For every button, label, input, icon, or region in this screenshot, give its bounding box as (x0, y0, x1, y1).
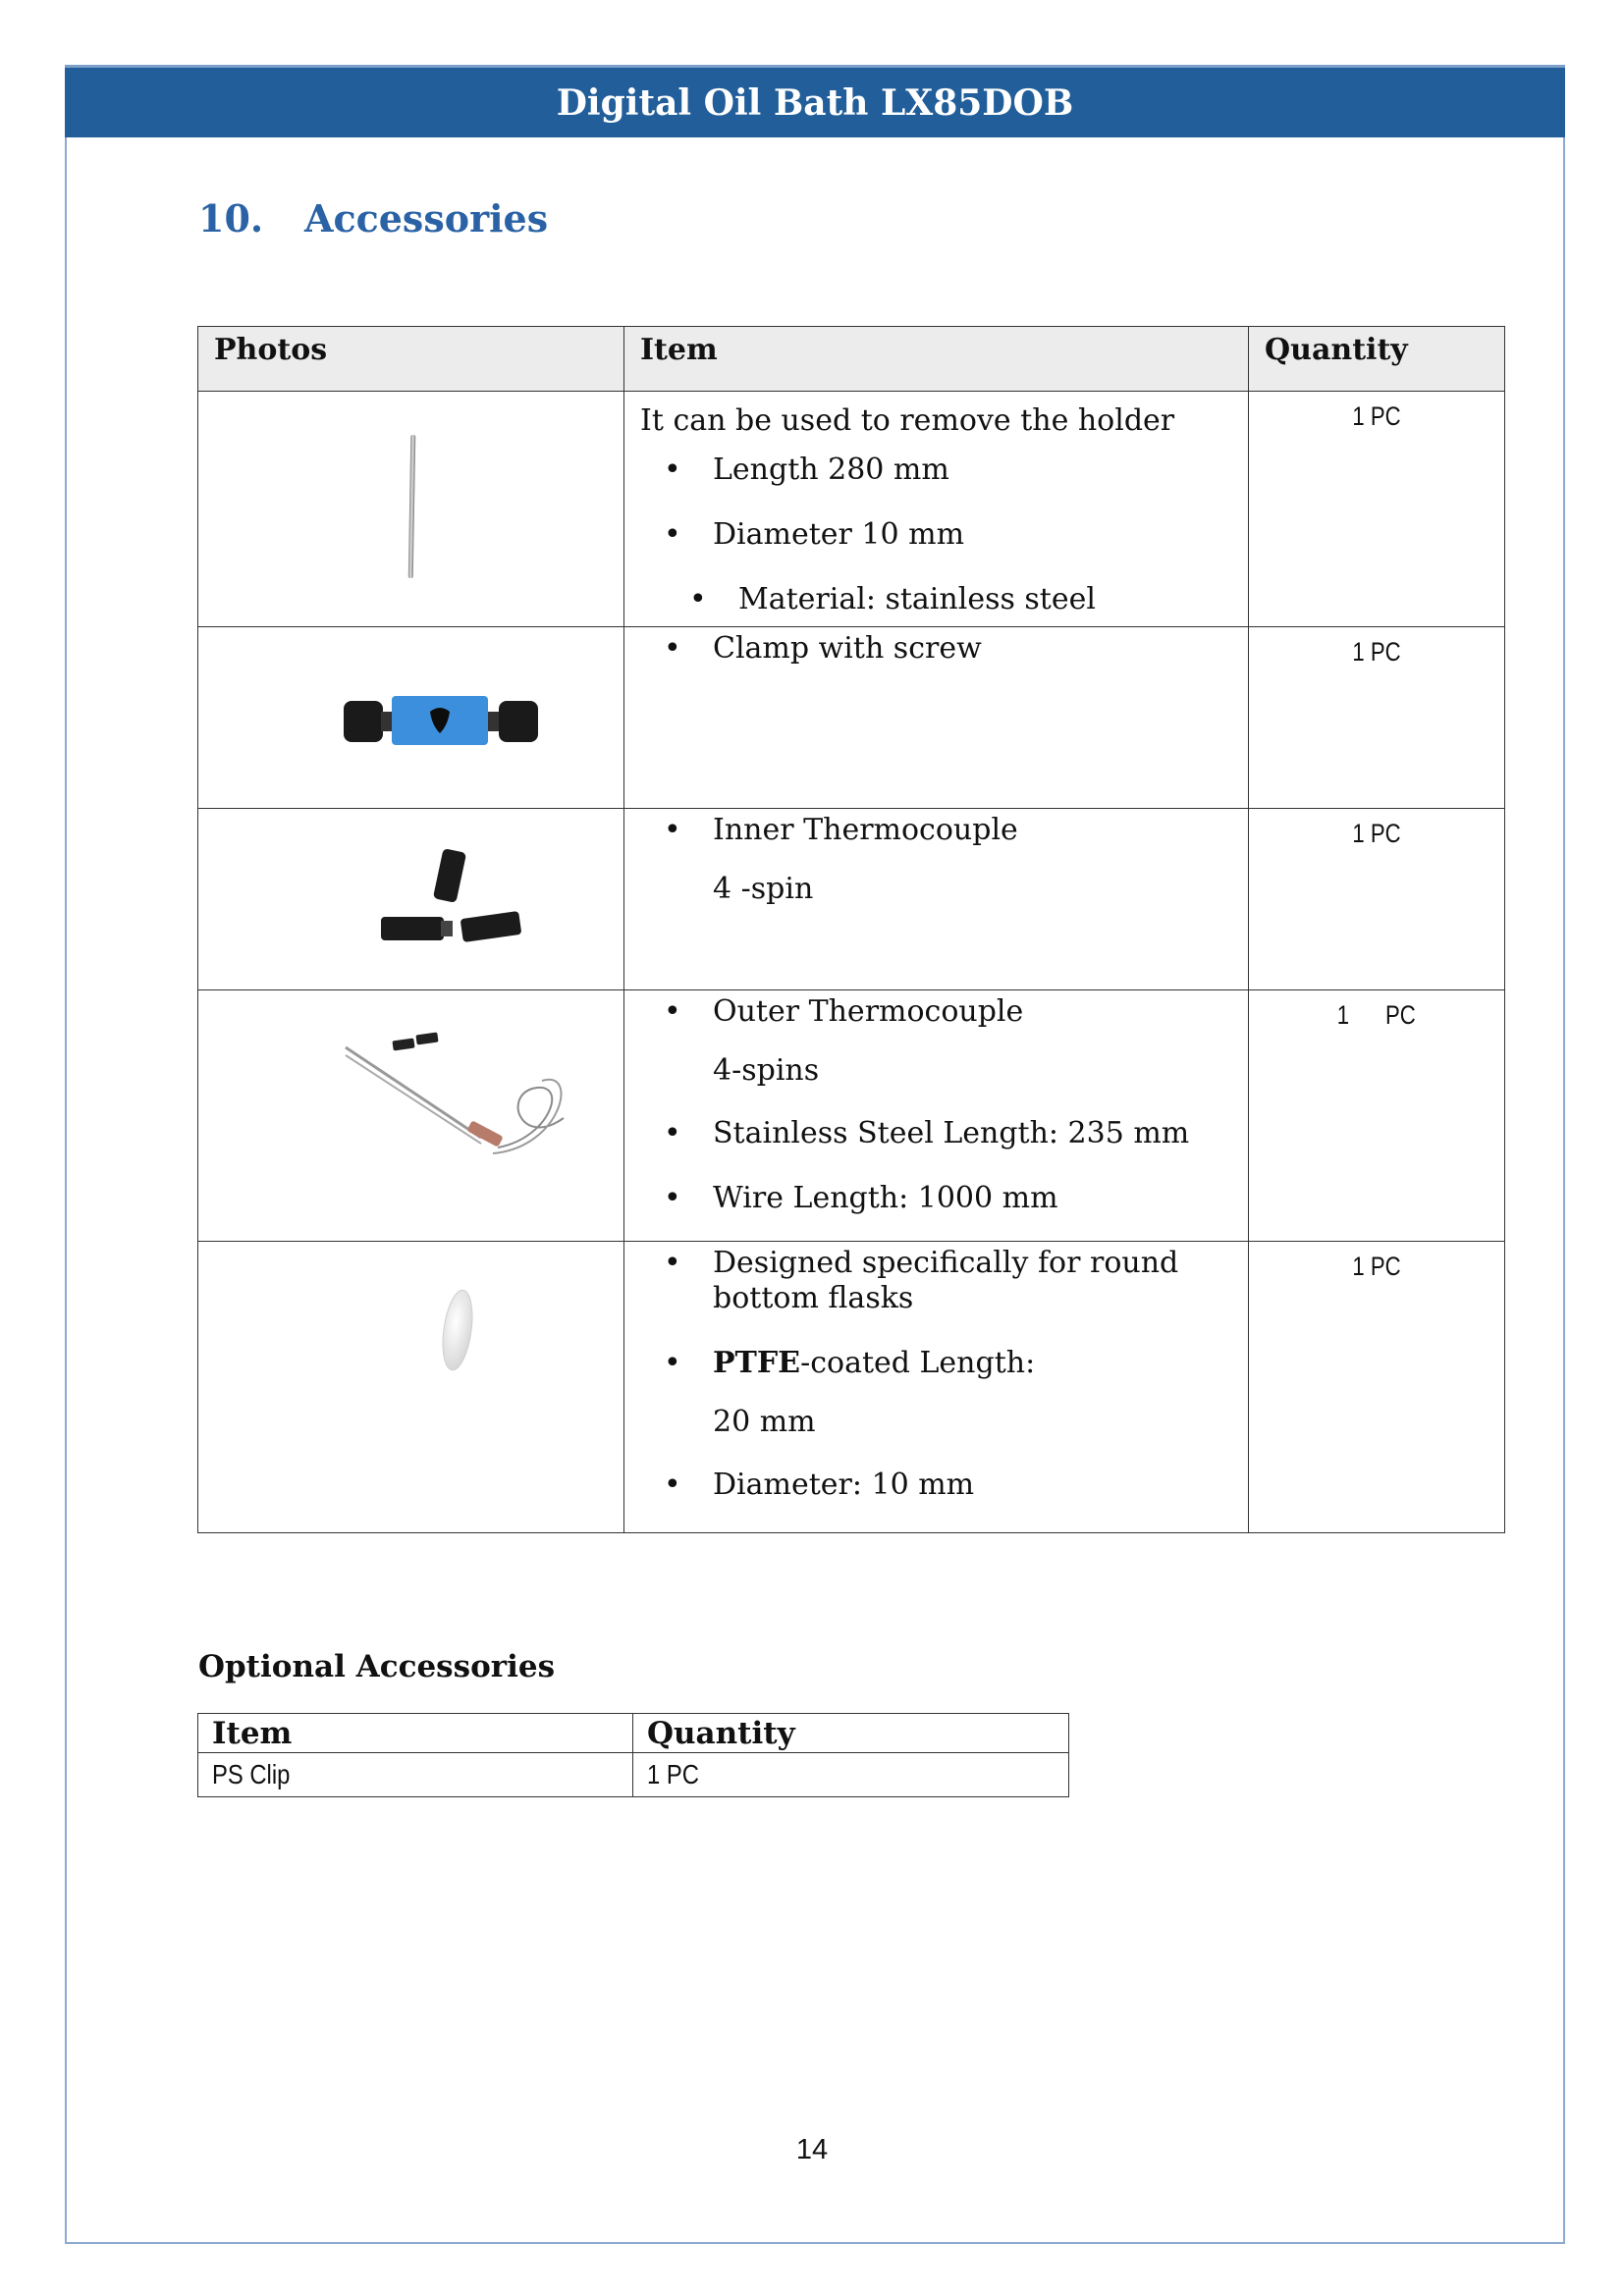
bullet-list (640, 1116, 1232, 1216)
bullet-list (640, 631, 1232, 667)
optional-accessories-table (197, 1713, 1069, 1797)
column-header-quantity: Quantity (1249, 327, 1505, 392)
photo-cell (198, 809, 624, 990)
list-item: • Material: stainless steel (640, 582, 1232, 617)
page-number: 14 (795, 2134, 829, 2165)
quantity-value: 1 PC (1352, 1252, 1401, 1281)
quantity-value: 1 PC (647, 1759, 699, 1789)
bullet-list (640, 994, 1232, 1030)
item-cell (624, 990, 1249, 1242)
list-item: • Wire Length: 1000 mm (640, 1181, 1232, 1216)
table-row (198, 627, 1505, 809)
list-item: • Stainless Steel Length: 235 mm (640, 1116, 1232, 1151)
table-header-row (198, 327, 1505, 392)
item-note: 4-spins (713, 1053, 820, 1088)
column-header-item: Item (624, 327, 1249, 392)
section-heading (198, 196, 548, 240)
list-item: • Outer Thermocouple (640, 994, 1232, 1030)
photo-cell (198, 627, 624, 809)
quantity-cell (1249, 809, 1505, 990)
section-number: 10. (198, 196, 264, 240)
item-cell (624, 1242, 1249, 1533)
clamp-icon (198, 627, 624, 809)
quantity-cell (1249, 1242, 1505, 1533)
stir-bar-icon (198, 1242, 624, 1533)
list-item: • Designed specifically for round bottom flasks (640, 1246, 1232, 1316)
section-title: Accessories (304, 196, 549, 240)
list-item: • Diameter: 10 mm (640, 1468, 1232, 1503)
item-note: 4 -spin (713, 872, 814, 906)
bullet-list (640, 453, 1232, 617)
document-title: Digital Oil Bath LX85DOB (556, 82, 1074, 124)
item-cell (198, 1753, 633, 1797)
list-item: • Diameter 10 mm (640, 517, 1232, 553)
outer-thermocouple-icon (198, 990, 624, 1242)
header-bar (65, 65, 1565, 137)
bold-prefix: PTFE (713, 1346, 801, 1380)
table-row (198, 809, 1505, 990)
column-header-quantity: Quantity (633, 1714, 1069, 1753)
table-row (198, 990, 1505, 1242)
list-item: • Inner Thermocouple (640, 813, 1232, 848)
list-item: • Length 280 mm (640, 453, 1232, 488)
item-value: PS Clip (212, 1759, 291, 1789)
table-row (198, 1753, 1069, 1797)
quantity-value: 1 PC (1352, 637, 1401, 667)
photo-cell (198, 1242, 624, 1533)
column-header-item: Item (198, 1714, 633, 1753)
quantity-cell (1249, 392, 1505, 627)
bullet-list (640, 1468, 1232, 1503)
quantity-value: 1 PC (1352, 401, 1401, 431)
inner-thermocouple-icon (198, 809, 624, 990)
photo-cell (198, 990, 624, 1242)
item-cell (624, 627, 1249, 809)
holder-rod-icon (198, 392, 624, 627)
quantity-value: 1 PC (1352, 819, 1401, 848)
photo-cell (198, 392, 624, 627)
quantity-cell (1249, 627, 1505, 809)
item-cell (624, 392, 1249, 627)
table-row (198, 1242, 1505, 1533)
column-header-photos: Photos (198, 327, 624, 392)
item-intro: It can be used to remove the holder (640, 403, 1175, 438)
bullet-list (640, 813, 1232, 848)
table-row (198, 392, 1505, 627)
list-item: • Clamp with screw (640, 631, 1232, 667)
item-cell (624, 809, 1249, 990)
quantity-value: 1 PC (1336, 1000, 1416, 1030)
quantity-cell (1249, 990, 1505, 1242)
list-item-text: -coated Length: (800, 1346, 1036, 1380)
optional-accessories-heading: Optional Accessories (198, 1649, 556, 1684)
item-note: 20 mm (713, 1405, 816, 1439)
quantity-cell (633, 1753, 1069, 1797)
accessories-table (197, 326, 1505, 1533)
list-item (640, 1346, 1232, 1381)
bullet-list (640, 1246, 1232, 1381)
table-header-row (198, 1714, 1069, 1753)
